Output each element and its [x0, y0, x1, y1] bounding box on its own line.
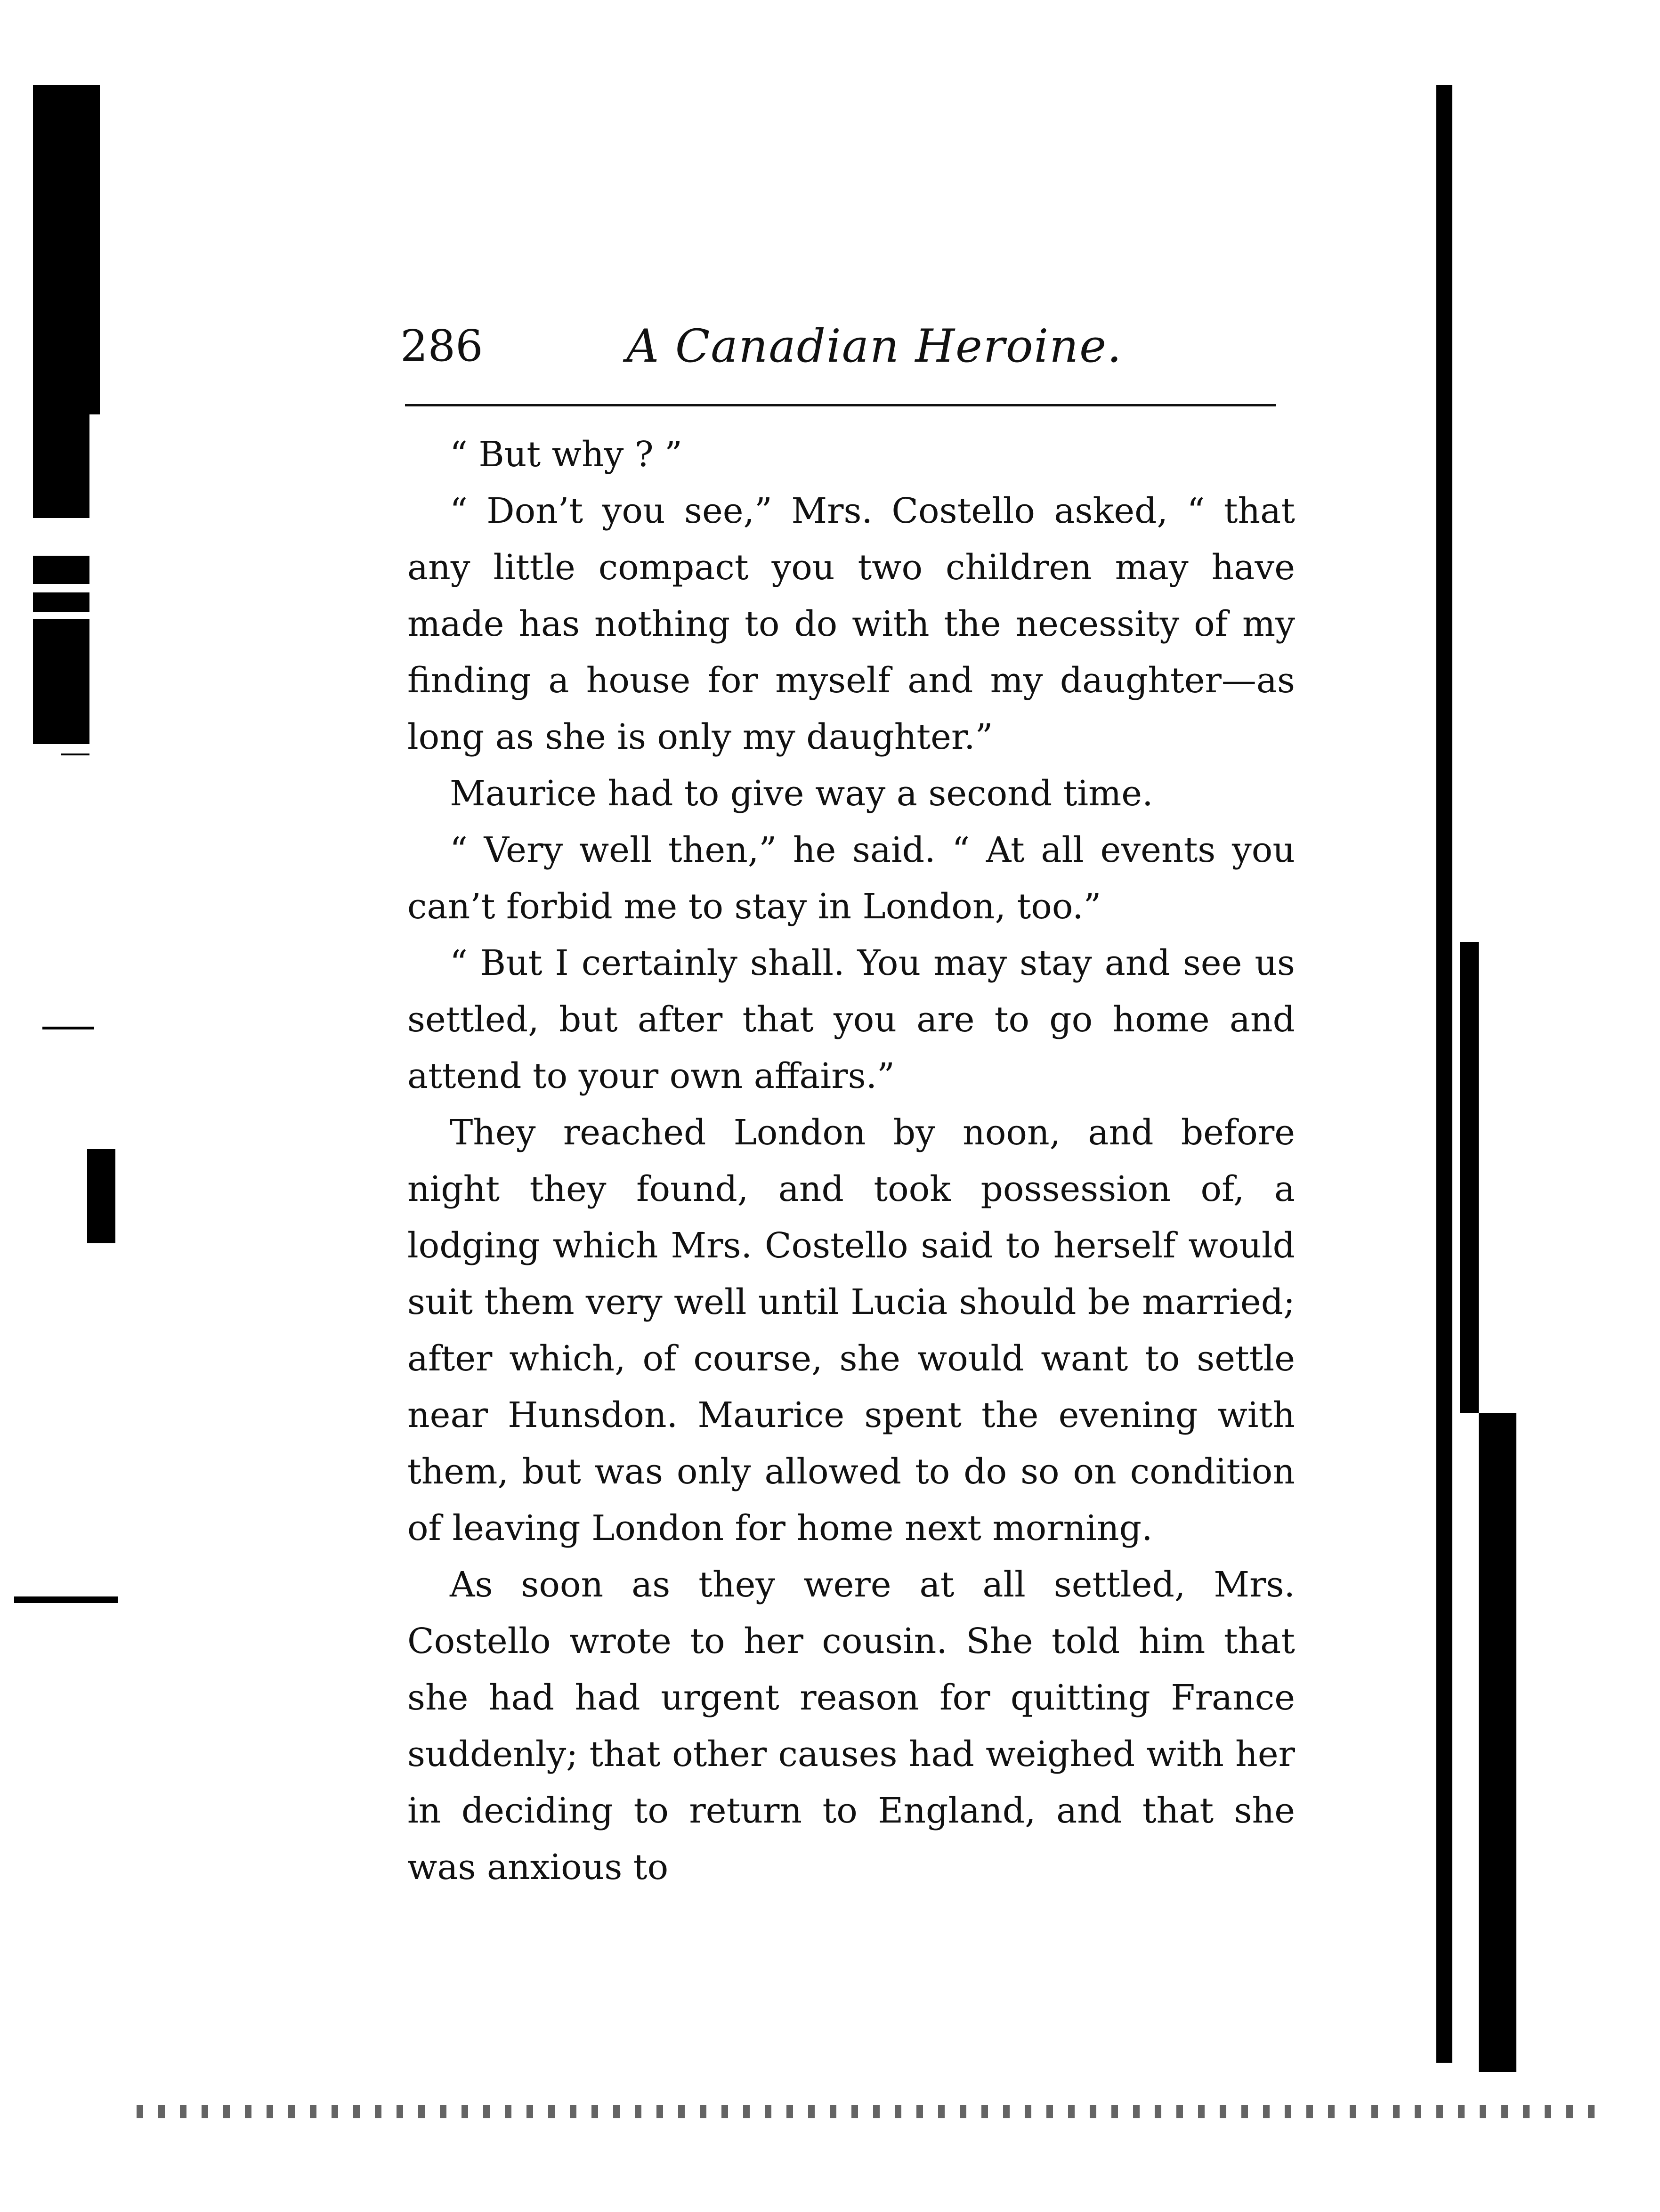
book-spine-shadow	[1436, 85, 1452, 2063]
scan-edge-artifact	[14, 1596, 118, 1603]
running-title: A Canadian Heroine.	[626, 320, 1123, 373]
scan-edge-artifact	[33, 518, 108, 556]
header-rule	[405, 404, 1276, 406]
scan-noise	[137, 2105, 1596, 2118]
paragraph: “ Very well then,” he said. “ At all events you can’t forbid me to stay in London, too.”	[407, 830, 1295, 927]
paragraph: They reached London by noon, and before night they found, and took possession of, a lodging which Mrs. Costello said to herself would suit them very well until Lucia should be married; after which, of course, she would want to settle near Hunsdon. Maurice spent the evening with them, but was only allowed to do so on condition of leaving London for home next morning.	[407, 1112, 1295, 1548]
book-spine-shadow	[1479, 1413, 1516, 2072]
scan-edge-artifact	[89, 85, 100, 414]
paragraph: Maurice had to give way a second time.	[450, 773, 1153, 814]
scan-edge-artifact	[61, 754, 89, 755]
scan-edge-artifact	[87, 1149, 115, 1243]
body-text	[407, 426, 1295, 1896]
scan-edge-artifact	[33, 584, 108, 592]
scan-edge-artifact	[33, 612, 108, 619]
paragraph: “ But why ? ”	[450, 434, 683, 475]
scan-edge-artifact	[42, 1027, 94, 1029]
scan-edge-artifact	[33, 85, 89, 744]
running-head	[400, 316, 1295, 377]
book-spine-shadow	[1460, 942, 1479, 1413]
paragraph: As soon as they were at all settled, Mrs. Costello wrote to her cousin. She told him that she had had urgent reason for quitting France suddenly; that other causes had weighed with her in deciding to return to England, and that she was anxious to	[407, 1564, 1295, 1888]
paragraph: “ But I certainly shall. You may stay and see us settled, but after that you are to go home and attend to your own affairs.”	[407, 943, 1295, 1096]
page-number: 286	[400, 321, 483, 371]
paragraph: “ Don’t you see,” Mrs. Costello asked, “ that any little compact you two children may have made has nothing to do with the necessity of my finding a house for myself and my daughter—as long as she is only my daughter.”	[407, 491, 1295, 757]
